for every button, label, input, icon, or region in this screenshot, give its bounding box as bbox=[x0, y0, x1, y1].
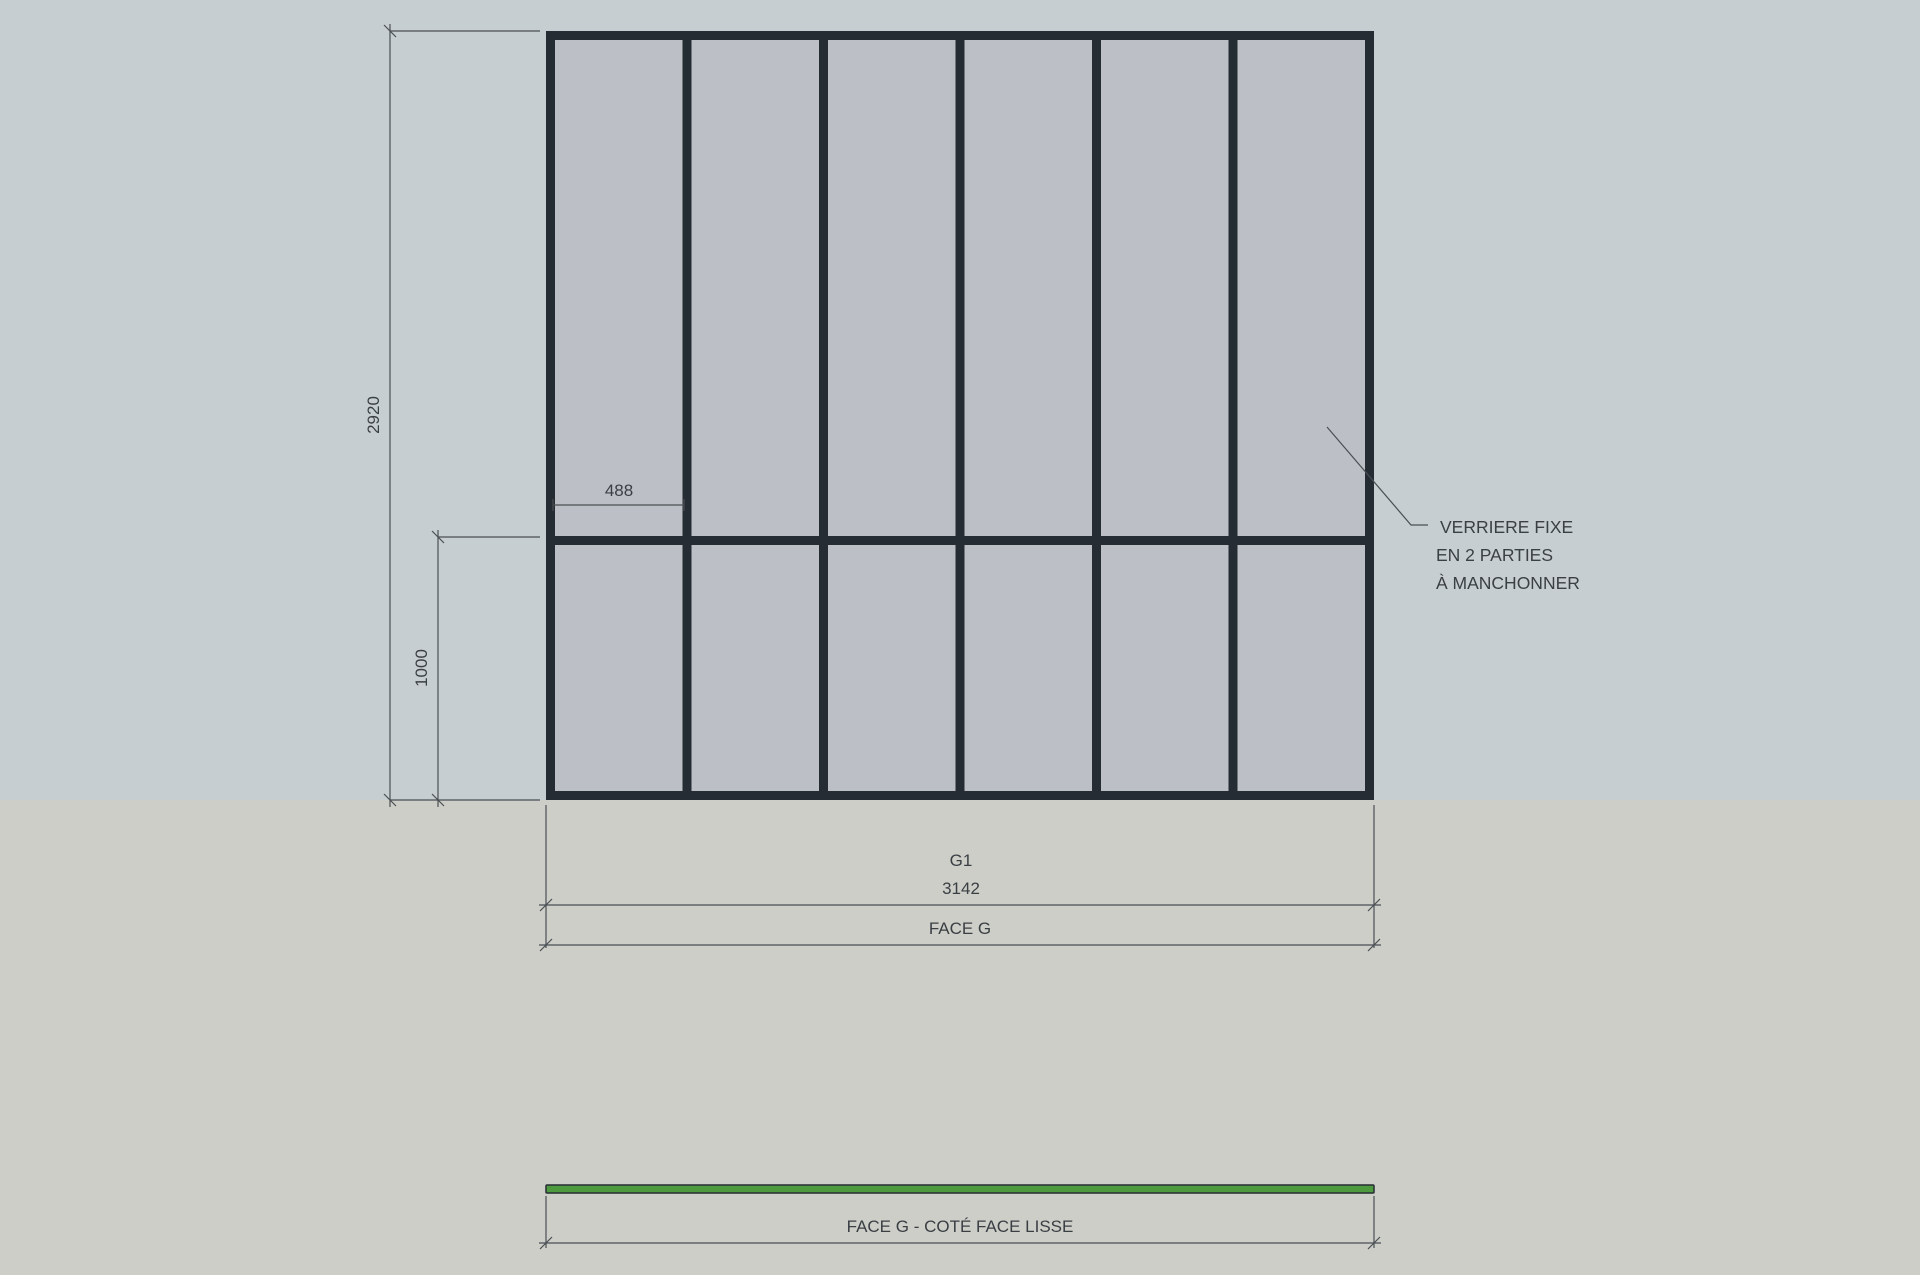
glass-pane bbox=[828, 545, 956, 791]
annotation-line-1: VERRIERE FIXE bbox=[1440, 517, 1574, 537]
section-name-label: G1 bbox=[949, 851, 973, 870]
glass-pane bbox=[692, 40, 820, 536]
glass-pane bbox=[1101, 545, 1229, 791]
plan-view-strip bbox=[546, 1185, 1374, 1193]
face-name-label: FACE G bbox=[928, 919, 992, 938]
strip-label: FACE G - COTÉ FACE LISSE bbox=[846, 1217, 1074, 1236]
glass-pane bbox=[965, 40, 1093, 536]
glass-pane bbox=[692, 545, 820, 791]
total-width-value: 3142 bbox=[942, 879, 980, 898]
glass-pane bbox=[965, 545, 1093, 791]
floor-background bbox=[0, 800, 1920, 1275]
glass-pane bbox=[1238, 40, 1366, 536]
glass-pane bbox=[1101, 40, 1229, 536]
annotation-line-2: EN 2 PARTIES bbox=[1436, 545, 1554, 565]
lower-height-value: 1000 bbox=[412, 649, 431, 687]
glass-pane bbox=[828, 40, 956, 536]
pane-width-value: 488 bbox=[604, 481, 634, 500]
total-height-value: 2920 bbox=[364, 396, 383, 434]
glass-pane bbox=[555, 40, 683, 536]
annotation-line-3: À MANCHONNER bbox=[1436, 573, 1580, 593]
glass-pane bbox=[1238, 545, 1366, 791]
glass-partition-window bbox=[546, 31, 1374, 800]
glass-pane bbox=[555, 545, 683, 791]
